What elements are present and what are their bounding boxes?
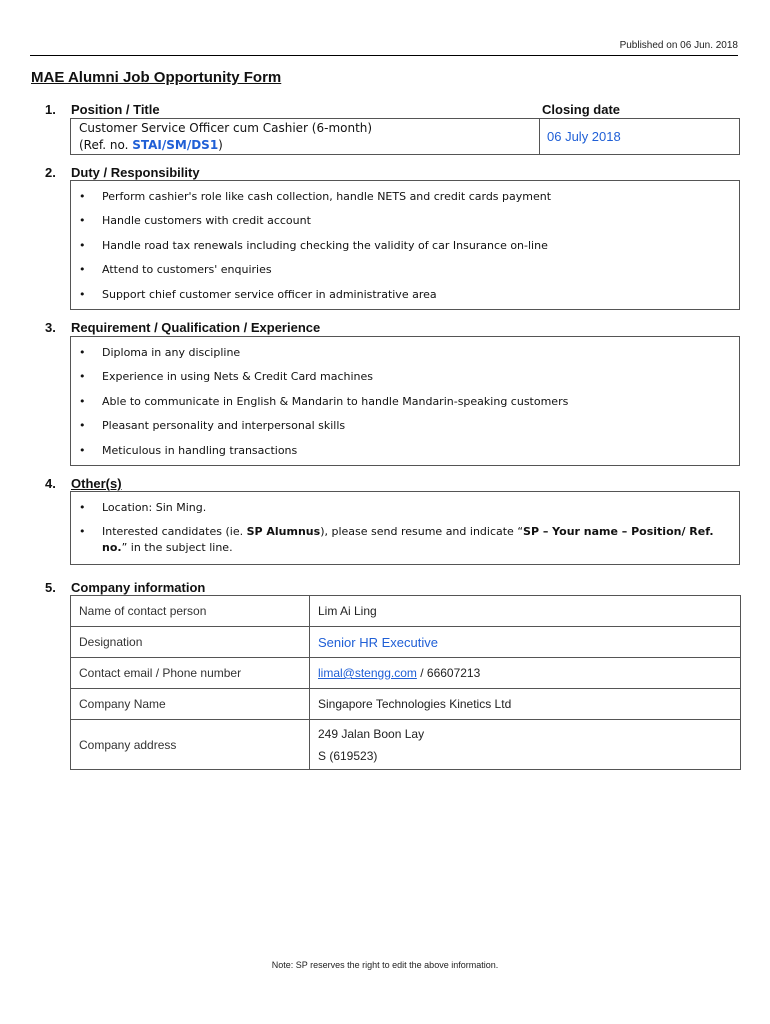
reference-code: STAI/SM/DS1 [132, 138, 219, 152]
section-3-heading: Requirement / Qualification / Experience [71, 320, 321, 335]
closing-date-value: 06 July 2018 [547, 129, 621, 144]
published-date: Published on 06 Jun. 2018 [30, 40, 738, 56]
section-3-number: 3. [45, 320, 56, 335]
position-title-line: Customer Service Officer cum Cashier (6-month) [79, 121, 373, 135]
list-item: • Pleasant personality and interpersonal skills [79, 419, 346, 433]
designation-value: Senior HR Executive [310, 627, 741, 658]
bullet-icon: • [79, 346, 86, 359]
section-4-number: 4. [45, 476, 56, 491]
position-divider [539, 119, 540, 154]
bullet-icon: • [79, 214, 86, 228]
company-label: Company Name [71, 689, 310, 720]
bullet-icon: • [79, 370, 86, 384]
bullet-icon: • [79, 443, 86, 457]
requirement-box [70, 336, 740, 466]
duty-list [71, 185, 739, 307]
section-4-heading: Other(s) [71, 476, 122, 491]
table-row [71, 658, 741, 689]
address-value [310, 720, 741, 770]
email-link[interactable]: limal@stengg.com [318, 666, 417, 680]
table-row [71, 596, 741, 627]
subject-format-text: SP – Your name – Position/ Ref. no. [102, 525, 714, 555]
contact-label: Name of contact person [71, 596, 310, 627]
list-item: • Location: Sin Ming. [79, 501, 207, 514]
table-row [71, 720, 741, 770]
bullet-icon: • [79, 287, 86, 301]
address-label: Company address [71, 720, 310, 770]
others-box [70, 491, 740, 565]
bullet-icon: • [79, 501, 86, 514]
others-list [71, 496, 739, 556]
list-item: • Diploma in any discipline [79, 346, 241, 359]
bullet-icon: • [79, 238, 86, 252]
list-item: • Experience in using Nets & Credit Card machines [79, 370, 373, 384]
sp-alumnus-text: SP Alumnus [246, 525, 321, 539]
list-item: • Able to communicate in English & Mandarin to handle Mandarin-speaking customers [79, 394, 569, 408]
list-item: • Attend to customers' enquiries [79, 263, 272, 277]
table-row [71, 627, 741, 658]
closing-date-heading: Closing date [542, 102, 621, 117]
form-title: MAE Alumni Job Opportunity Form [31, 69, 282, 86]
section-5-heading: Company information [71, 580, 206, 595]
contact-value: Lim Ai Ling [310, 596, 741, 627]
phone-value: / 66607213 [416, 666, 481, 680]
bullet-icon: • [79, 190, 86, 203]
position-title [79, 120, 372, 154]
company-info-table [70, 595, 741, 770]
requirement-list [71, 341, 739, 463]
bullet-icon: • [79, 419, 86, 433]
designation-label: Designation [71, 627, 310, 658]
list-item: • Meticulous in handling transactions [79, 443, 298, 457]
bullet-icon: • [79, 263, 86, 277]
reference-number: (Ref. no. STAI/SM/DS1) [79, 138, 223, 152]
bullet-icon: • [79, 394, 86, 408]
position-box [70, 118, 740, 155]
list-item: • Perform cashier's role like cash collection, handle NETS and credit cards payment [79, 190, 552, 203]
duty-box [70, 180, 740, 310]
section-2-heading: Duty / Responsibility [71, 165, 200, 180]
section-5-number: 5. [45, 580, 56, 595]
list-item: • Interested candidates (ie. SP Alumnus), please send resume and indicate “SP – Your name – Position/ Ref. no.” in the subject line. [79, 525, 714, 555]
address-line-1: 249 Jalan Boon Lay [318, 726, 425, 741]
bullet-icon: • [79, 525, 86, 539]
company-value: Singapore Technologies Kinetics Ltd [310, 689, 741, 720]
section-2-number: 2. [45, 165, 56, 180]
email-phone-value [310, 658, 741, 689]
email-label: Contact email / Phone number [71, 658, 310, 689]
list-item: • Handle customers with credit account [79, 214, 311, 228]
section-1-heading: Position / Title [71, 102, 160, 117]
address-line-2: S (619523) [318, 748, 378, 763]
footer-note: Note: SP reserves the right to edit the above information. [271, 960, 499, 970]
list-item: • Handle road tax renewals including checking the validity of car Insurance on-line [79, 238, 548, 252]
section-1-number: 1. [45, 102, 56, 117]
list-item: • Support chief customer service officer in administrative area [79, 287, 437, 301]
table-row [71, 689, 741, 720]
